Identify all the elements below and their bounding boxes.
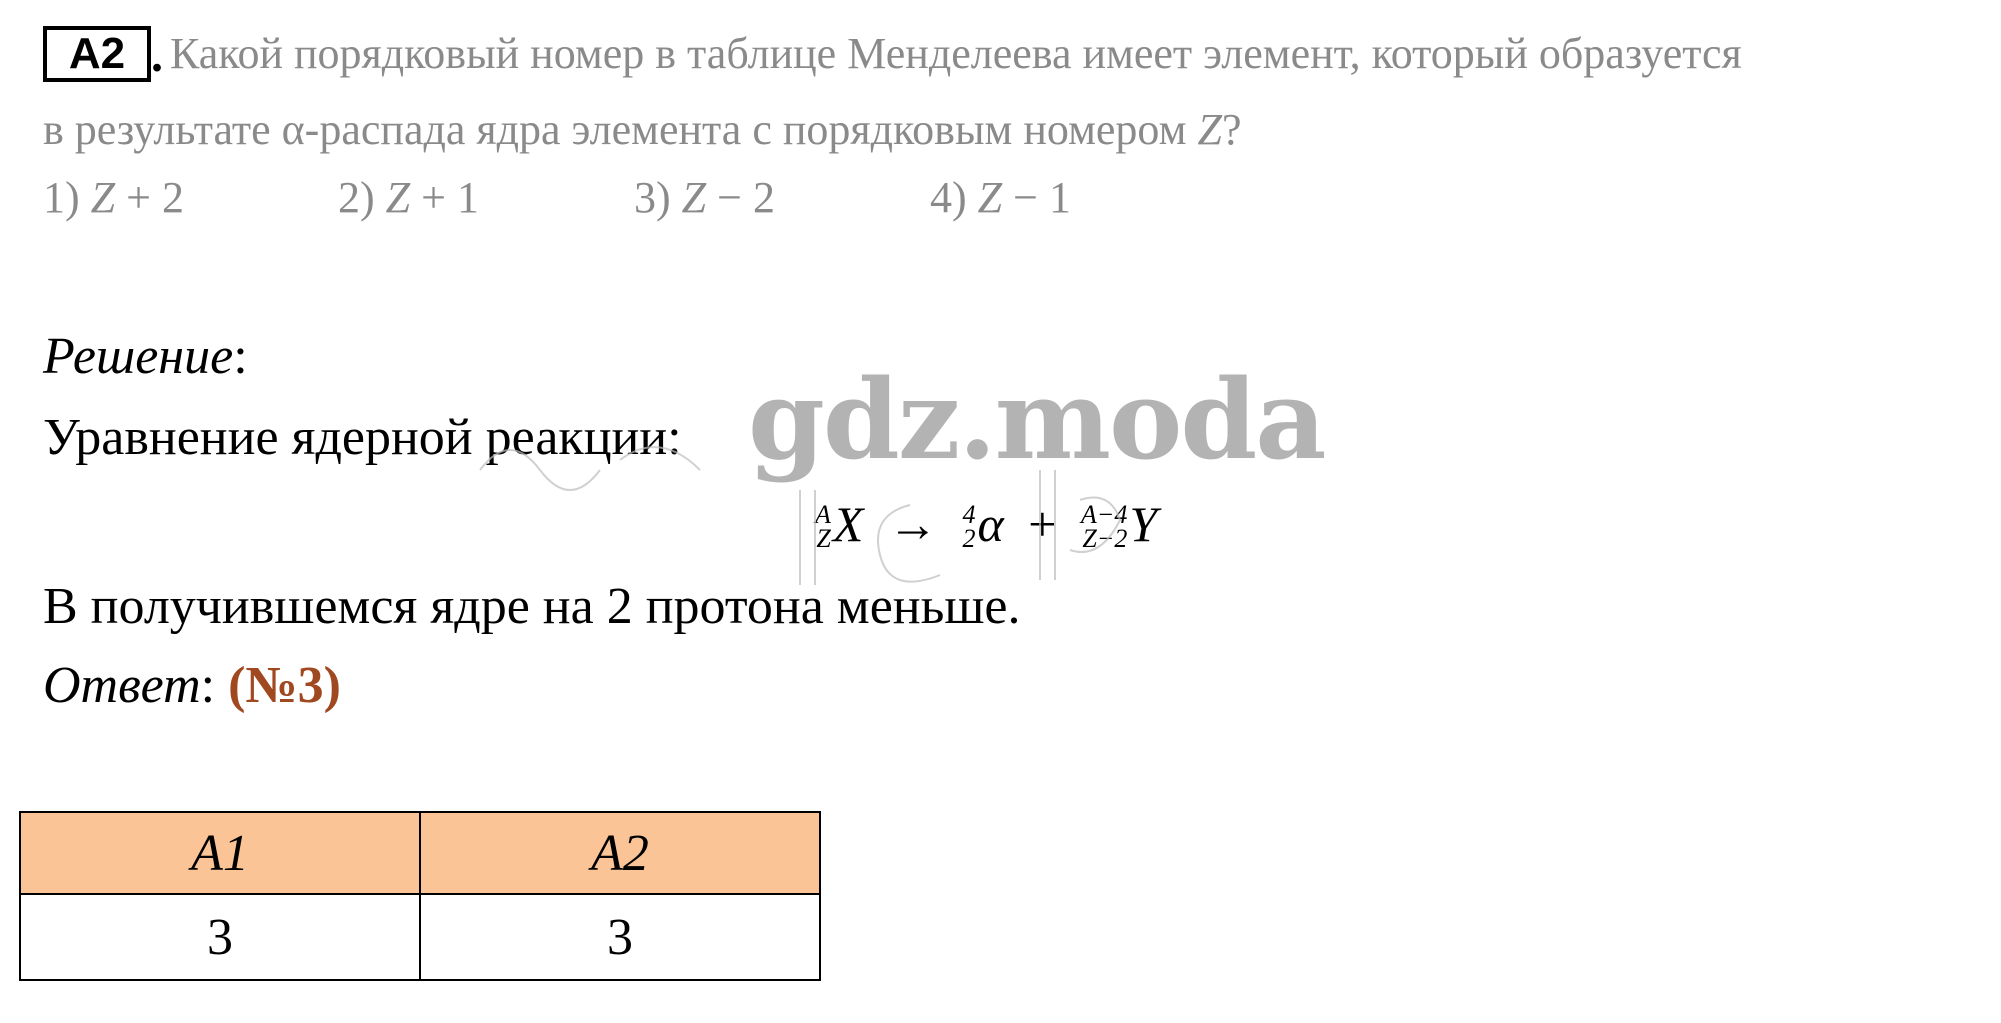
alpha-isotope-indices: 4 2 (962, 500, 976, 553)
answer-label: Ответ (43, 657, 201, 714)
lhs-isotope-indices: A Z (815, 500, 831, 553)
table-header-cell: A1 (20, 812, 420, 894)
option-4 (930, 172, 1071, 223)
option-variable: Z (385, 173, 411, 222)
question-line-2-text: в результате α-распада ядра элемента с порядковым номером (43, 105, 1198, 154)
table-header-cell: A2 (420, 812, 820, 894)
option-number: 4) (930, 173, 978, 222)
table-row (20, 894, 820, 980)
option-3 (634, 172, 775, 223)
answer-line (43, 656, 341, 715)
option-expression: + 1 (410, 173, 479, 222)
alpha-symbol: α (977, 496, 1004, 552)
option-expression: − 2 (706, 173, 775, 222)
option-expression: + 2 (115, 173, 184, 222)
question-mark: ? (1221, 105, 1242, 154)
conclusion-text: В получившемся ядре на 2 протона меньше. (43, 578, 1021, 635)
option-number: 2) (338, 173, 386, 222)
answer-colon: : (200, 657, 229, 714)
watermark: gdz.moda (748, 355, 1325, 484)
question-line-2 (43, 104, 1241, 155)
answers-table (19, 811, 821, 981)
table-cell: 3 (420, 894, 820, 980)
task-number-dot: . (151, 29, 163, 82)
table-cell: 3 (20, 894, 420, 980)
task-number-box: A2 (43, 26, 151, 82)
rhs-symbol: Y (1129, 496, 1158, 552)
plus-sign: + (1028, 496, 1057, 552)
option-expression: − 1 (1002, 173, 1071, 222)
option-variable: Z (90, 173, 116, 222)
equation-intro: Уравнение ядерной реакции: (43, 409, 682, 466)
option-variable: Z (977, 173, 1003, 222)
watermark-scribble (470, 410, 1230, 590)
answer-value: (№3) (228, 657, 341, 714)
option-variable: Z (681, 173, 707, 222)
solution-title (43, 327, 248, 386)
option-1 (43, 172, 184, 223)
lhs-symbol: X (832, 496, 864, 552)
solution-title-text: Решение (43, 328, 234, 385)
table-header-row (20, 812, 820, 894)
question-variable: Z (1197, 105, 1222, 154)
option-number: 3) (634, 173, 682, 222)
solution-title-colon: : (233, 328, 248, 385)
rhs-isotope-indices: A−4 Z−2 (1080, 500, 1128, 553)
option-2 (338, 172, 479, 223)
reaction-arrow: → (887, 496, 938, 552)
option-number: 1) (43, 173, 91, 222)
question-line-1: Какой порядковый номер в таблице Менделеева имеет элемент, который образуется (170, 29, 1742, 78)
